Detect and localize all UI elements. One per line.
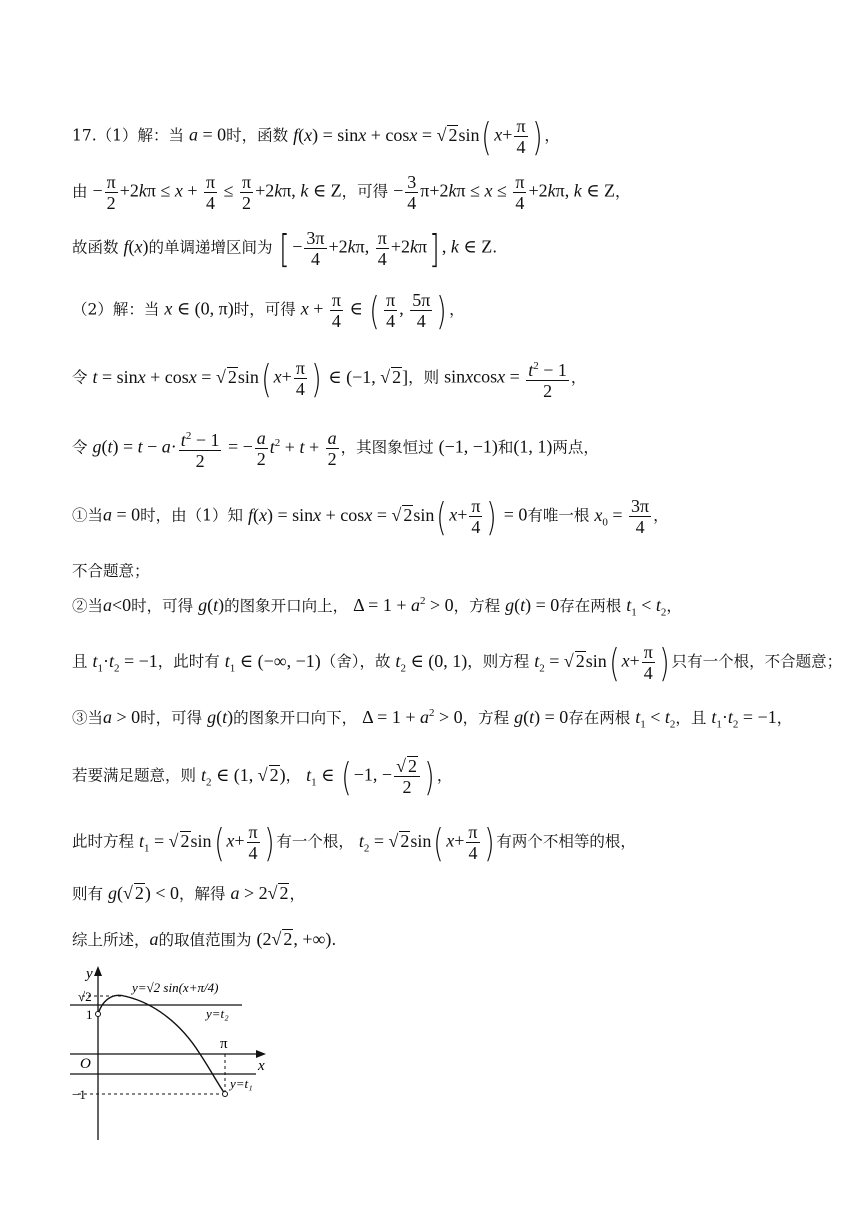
solution-line-7: ①当a = 0时，由（1）知 f(x) = sinx + cosx = √ 2sin( x+ $\frac{\pi}{4}$ ) = 0有唯一根 $x_0$ = $\frac{3\pi}{4}$ ， — [72, 494, 669, 539]
solution-line-11: ③当a > 0时，可得 g(t)的图象开口向下， $\Delta = 1 + a^2 > 0$，方程 g(t) = 0存在两根 $t_1 < t_2$，且 $t_1\cdot t_2 = -1$， — [72, 707, 793, 731]
function-graph — [60, 964, 290, 1144]
y-axis-arrow-icon — [94, 966, 102, 976]
line-t2-label: y=t₂ — [206, 1006, 229, 1021]
solution-line-14: 则有 g(√ 2) < 0，解得 a > 2√ 2， — [72, 883, 305, 903]
y-axis-label: y — [86, 966, 93, 982]
open-point-start — [96, 1012, 101, 1017]
line-t1-label: y=t₁ — [230, 1076, 253, 1091]
x-axis-label: x — [258, 1058, 265, 1074]
solution-line-4: （2）解：当 x ∈ (0, π)时，可得 x + $\frac{\pi}{4}$ ∈ ( $\frac{\pi}{4}$ , $\frac{5\pi}{4}$ ) ， — [72, 288, 465, 333]
solution-line-15: 综上所述，a的取值范围为 (2√ 2, +∞). — [72, 929, 337, 949]
part2-label: （2）解： — [72, 300, 144, 319]
solution-line-9: ②当a<0时，可得 g(t)的图象开口向上， $\Delta = 1 + a^2 > 0$，方程 g(t) = 0存在两根 $t_1 < t_2$， — [72, 595, 682, 619]
solution-line-2: 由 − $\frac{\pi}{2}$ +2kπ ≤ x + $\frac{\pi}{4}$ ≤ $\frac{\pi}{2}$ +2kπ, k ∈ Z，可得 − $\frac{3}{4}$ π+2kπ ≤ x ≤ $\frac{\pi}{4}$ +2kπ, k ∈ Z， — [72, 172, 631, 213]
solution-line-13: 此时方程 $t_1$ = √ 2sin( x+ $\frac{\pi}{4}$ ) 有一个根， $t_2$ = √ 2sin( x+ $\frac{\pi}{4}$ ) 有两个不相等的根， — [72, 820, 636, 865]
solution-line-12: 若要满足题意，则 $t_2$ ∈ (1, √ 2)， $t_1$ ∈ ( −1, − $\frac{√ 2}{2}$ ) ， — [72, 754, 453, 799]
solution-line-10: 且 $t_1\cdot t_2 = -1$，此时有 $t_1$ ∈ (−∞, −1)（舍），故 $t_2$ ∈ (0, 1)，则方程 $t_2$ = √ 2sin( x+ $\frac{\pi}{4}$ ) 只有一个根，不合题意； — [72, 640, 843, 685]
open-point-end — [223, 1092, 228, 1097]
minus-one-label: −1 — [72, 1087, 86, 1102]
problem-number: 17. — [72, 126, 97, 145]
one-label: 1 — [86, 1007, 93, 1022]
part1-label: （1）解： — [96, 126, 169, 145]
solution-line-8: 不合题意； — [72, 562, 150, 580]
solution-line-5: 令 t = sinx + cosx = √ 2sin( x+ $\frac{\pi}{4}$ ) ∈ (−1, √ 2]，则 sinxcosx = $\frac{t^2 - 1}{2}$ ， — [72, 356, 587, 401]
sqrt2-label: √2 — [78, 989, 92, 1004]
solution-line-6: 令 g(t) = t − a· $\frac{t^2 - 1}{2}$ = − $\frac{a}{2}$ $t^2 + t$ + $\frac{a}{2}$ ，其图象恒过 (−1, −1)和(1, 1)两点， — [72, 428, 599, 471]
pi-label: π — [220, 1036, 228, 1052]
solution-line-3: 故函数 f(x)的单调递增区间为 [ − $\frac{3\pi}{4}$ +2kπ, $\frac{\pi}{4}$ +2kπ] , k ∈ Z. — [72, 226, 498, 271]
origin-label: O — [80, 1056, 91, 1072]
curve-label: y=√2 sin(x+π/4) — [132, 980, 219, 995]
solution-line-1: 17.（1）解：当 a = 0时，函数 f(x) = sinx + cosx = √ 2sin( x+ $\frac{\pi}{4}$ ) ， — [72, 114, 560, 159]
x-axis-arrow-icon — [256, 1050, 266, 1058]
